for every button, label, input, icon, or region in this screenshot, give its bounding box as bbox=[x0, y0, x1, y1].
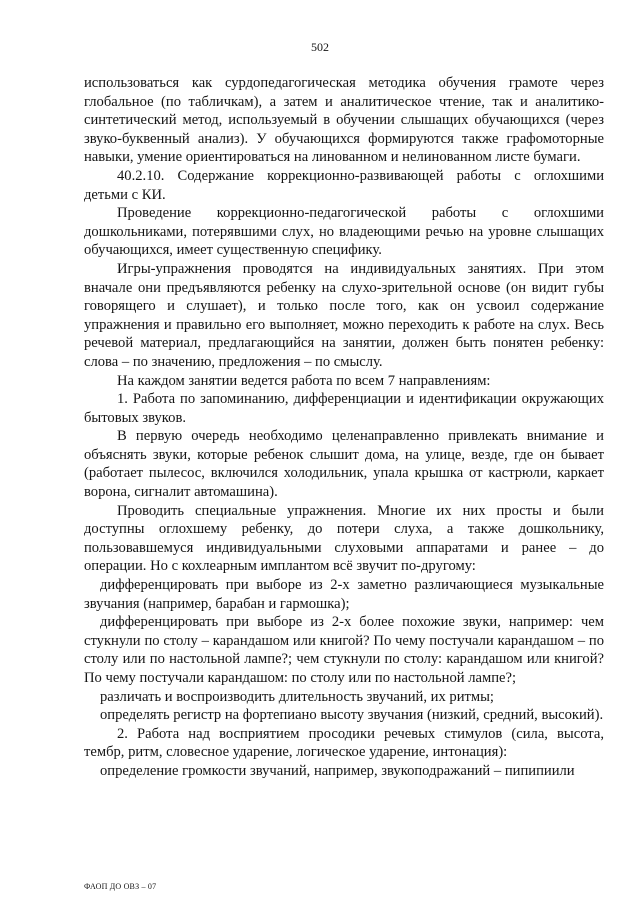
list-item: дифференцировать при выборе из 2-х заметно различающиеся музыкальные звучания (например, барабан и гармошка); bbox=[84, 577, 604, 612]
paragraph: В первую очередь необходимо целенаправленно привлекать внимание и объяснять звуки, которые ребенок слышит дома, на улице, везде, где он бывает (работает пылесос, включился холодильник, упала крышка от кастрюли, каркает ворона, сигналит автомашина). bbox=[84, 428, 604, 501]
page-body bbox=[84, 74, 604, 781]
list-item: определять регистр на фортепиано высоту звучания (низкий, средний, высокий). bbox=[100, 707, 604, 724]
list-item: различать и воспроизводить длительность звучаний, их ритмы; bbox=[100, 688, 494, 705]
paragraph: Проводить специальные упражнения. Многие их них просты и были доступны оглохшему ребенку, до потери слуха, а также дошкольнику, пользовавшемуся индивидуальными слуховыми аппаратами и ранее – до операции. Но с кохлеарным имплантом всё звучит по-другому: bbox=[84, 502, 604, 575]
list-item: дифференцировать при выборе из 2-х более похожие звуки, например: чем стукнули по столу – карандашом или книгой? По чему постучали карандашом – по столу или по настольной лампе?; чем стукнули по столу: карандашом или книгой? По чему постучали карандашом: по столу или по настольной лампе?; bbox=[84, 614, 604, 686]
list-item: определение громкости звучаний, например, звукоподражаний – пипипиили bbox=[100, 762, 575, 779]
paragraph: Игры-упражнения проводятся на индивидуальных занятиях. При этом вначале они предъявляются ребенку на слухо-зрительной основе (он видит губы говорящего и слушает), и только после того, как он усвоил содержание упражнения и правильно его выполняет, можно переходить к работе на слух. Весь речевой материал, предлагающийся на занятии, должен быть понятен ребенку: слова – по значению, предложения – по смыслу. bbox=[84, 260, 604, 370]
page-number: 502 bbox=[311, 40, 329, 54]
paragraph: использоваться как сурдопедагогическая методика обучения грамоте через глобальное (по табличкам), а затем и аналитическое чтение, так и аналитико-синтетический метод, используемый в обучении слышащих обучающихся (через звуко-буквенный анализ). У обучающихся формируются также графомоторные навыки, умение ориентироваться на линованном и нелинованном листе бумаги. bbox=[84, 75, 604, 166]
direction-heading: 1. Работа по запоминанию, дифференциации и идентификации окружающих бытовых звуков. bbox=[84, 391, 604, 426]
direction-heading: 2. Работа над восприятием просодики речевых стимулов (сила, высота, тембр, ритм, словесное ударение, логическое ударение, интонация): bbox=[84, 725, 604, 761]
page-footer: ФАОП ДО ОВЗ – 07 bbox=[84, 882, 157, 891]
paragraph: На каждом занятии ведется работа по всем 7 направлениям: bbox=[117, 372, 491, 389]
section-heading: 40.2.10. Содержание коррекционно-развивающей работы с оглохшими детьми с КИ. bbox=[84, 167, 604, 203]
paragraph: Проведение коррекционно-педагогической работы с оглохшими дошкольниками, потерявшими слух, но владеющими речью на уровне слышащих обучающихся, имеет существенную специфику. bbox=[84, 205, 604, 259]
